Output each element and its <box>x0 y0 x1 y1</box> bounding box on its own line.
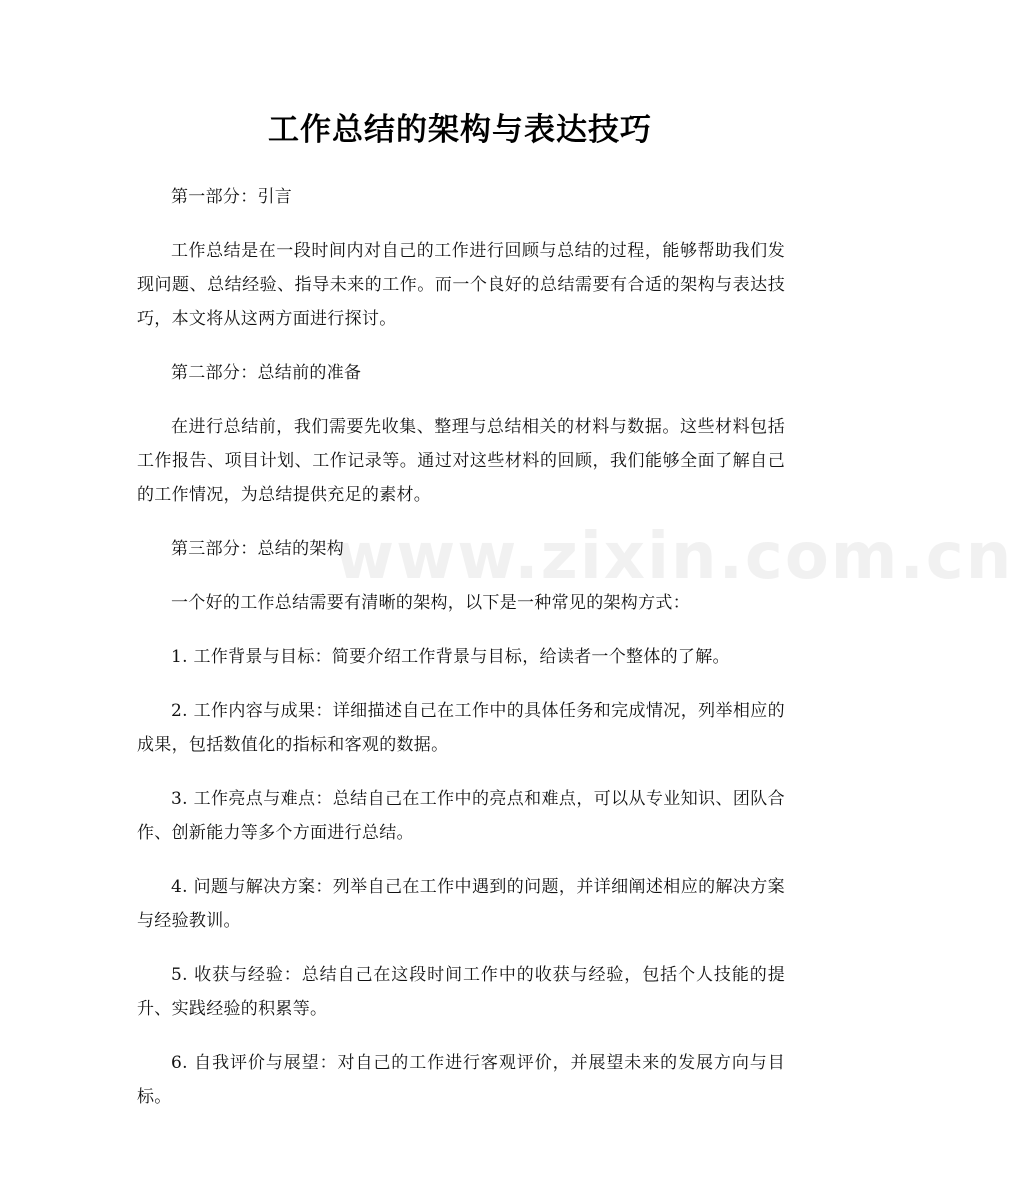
body-paragraph: 一个好的工作总结需要有清晰的架构，以下是一种常见的架构方式： <box>171 593 690 613</box>
document-body <box>137 180 785 1134</box>
list-item: 4. 问题与解决方案：列举自己在工作中遇到的问题，并详细阐述相应的解决方案与经验教训。 <box>137 877 785 931</box>
list-item: 1. 工作背景与目标：简要介绍工作背景与目标，给读者一个整体的了解。 <box>171 647 730 667</box>
document-title: 工作总结的架构与表达技巧 <box>268 112 652 148</box>
list-item: 3. 工作亮点与难点：总结自己在工作中的亮点和难点，可以从专业知识、团队合作、创新能力等多个方面进行总结。 <box>137 789 785 843</box>
body-paragraph: 在进行总结前，我们需要先收集、整理与总结相关的材料与数据。这些材料包括工作报告、项目计划、工作记录等。通过对这些材料的回顾，我们能够全面了解自己的工作情况，为总结提供充足的素材。 <box>137 417 785 505</box>
section-heading-intro: 第一部分：引言 <box>171 187 293 207</box>
list-item: 5. 收获与经验：总结自己在这段时间工作中的收获与经验，包括个人技能的提升、实践经验的积累等。 <box>137 965 785 1019</box>
section-heading-preparation: 第二部分：总结前的准备 <box>171 363 362 383</box>
watermark: www.zixin.com.cn <box>335 520 1013 594</box>
list-item: 6. 自我评价与展望：对自己的工作进行客观评价，并展望未来的发展方向与目标。 <box>137 1053 785 1107</box>
list-item: 2. 工作内容与成果：详细描述自己在工作中的具体任务和完成情况，列举相应的成果，包括数值化的指标和客观的数据。 <box>137 701 785 755</box>
body-paragraph: 工作总结是在一段时间内对自己的工作进行回顾与总结的过程，能够帮助我们发现问题、总结经验、指导未来的工作。而一个良好的总结需要有合适的架构与表达技巧，本文将从这两方面进行探讨。 <box>137 241 785 329</box>
section-heading-structure: 第三部分：总结的架构 <box>171 539 344 559</box>
